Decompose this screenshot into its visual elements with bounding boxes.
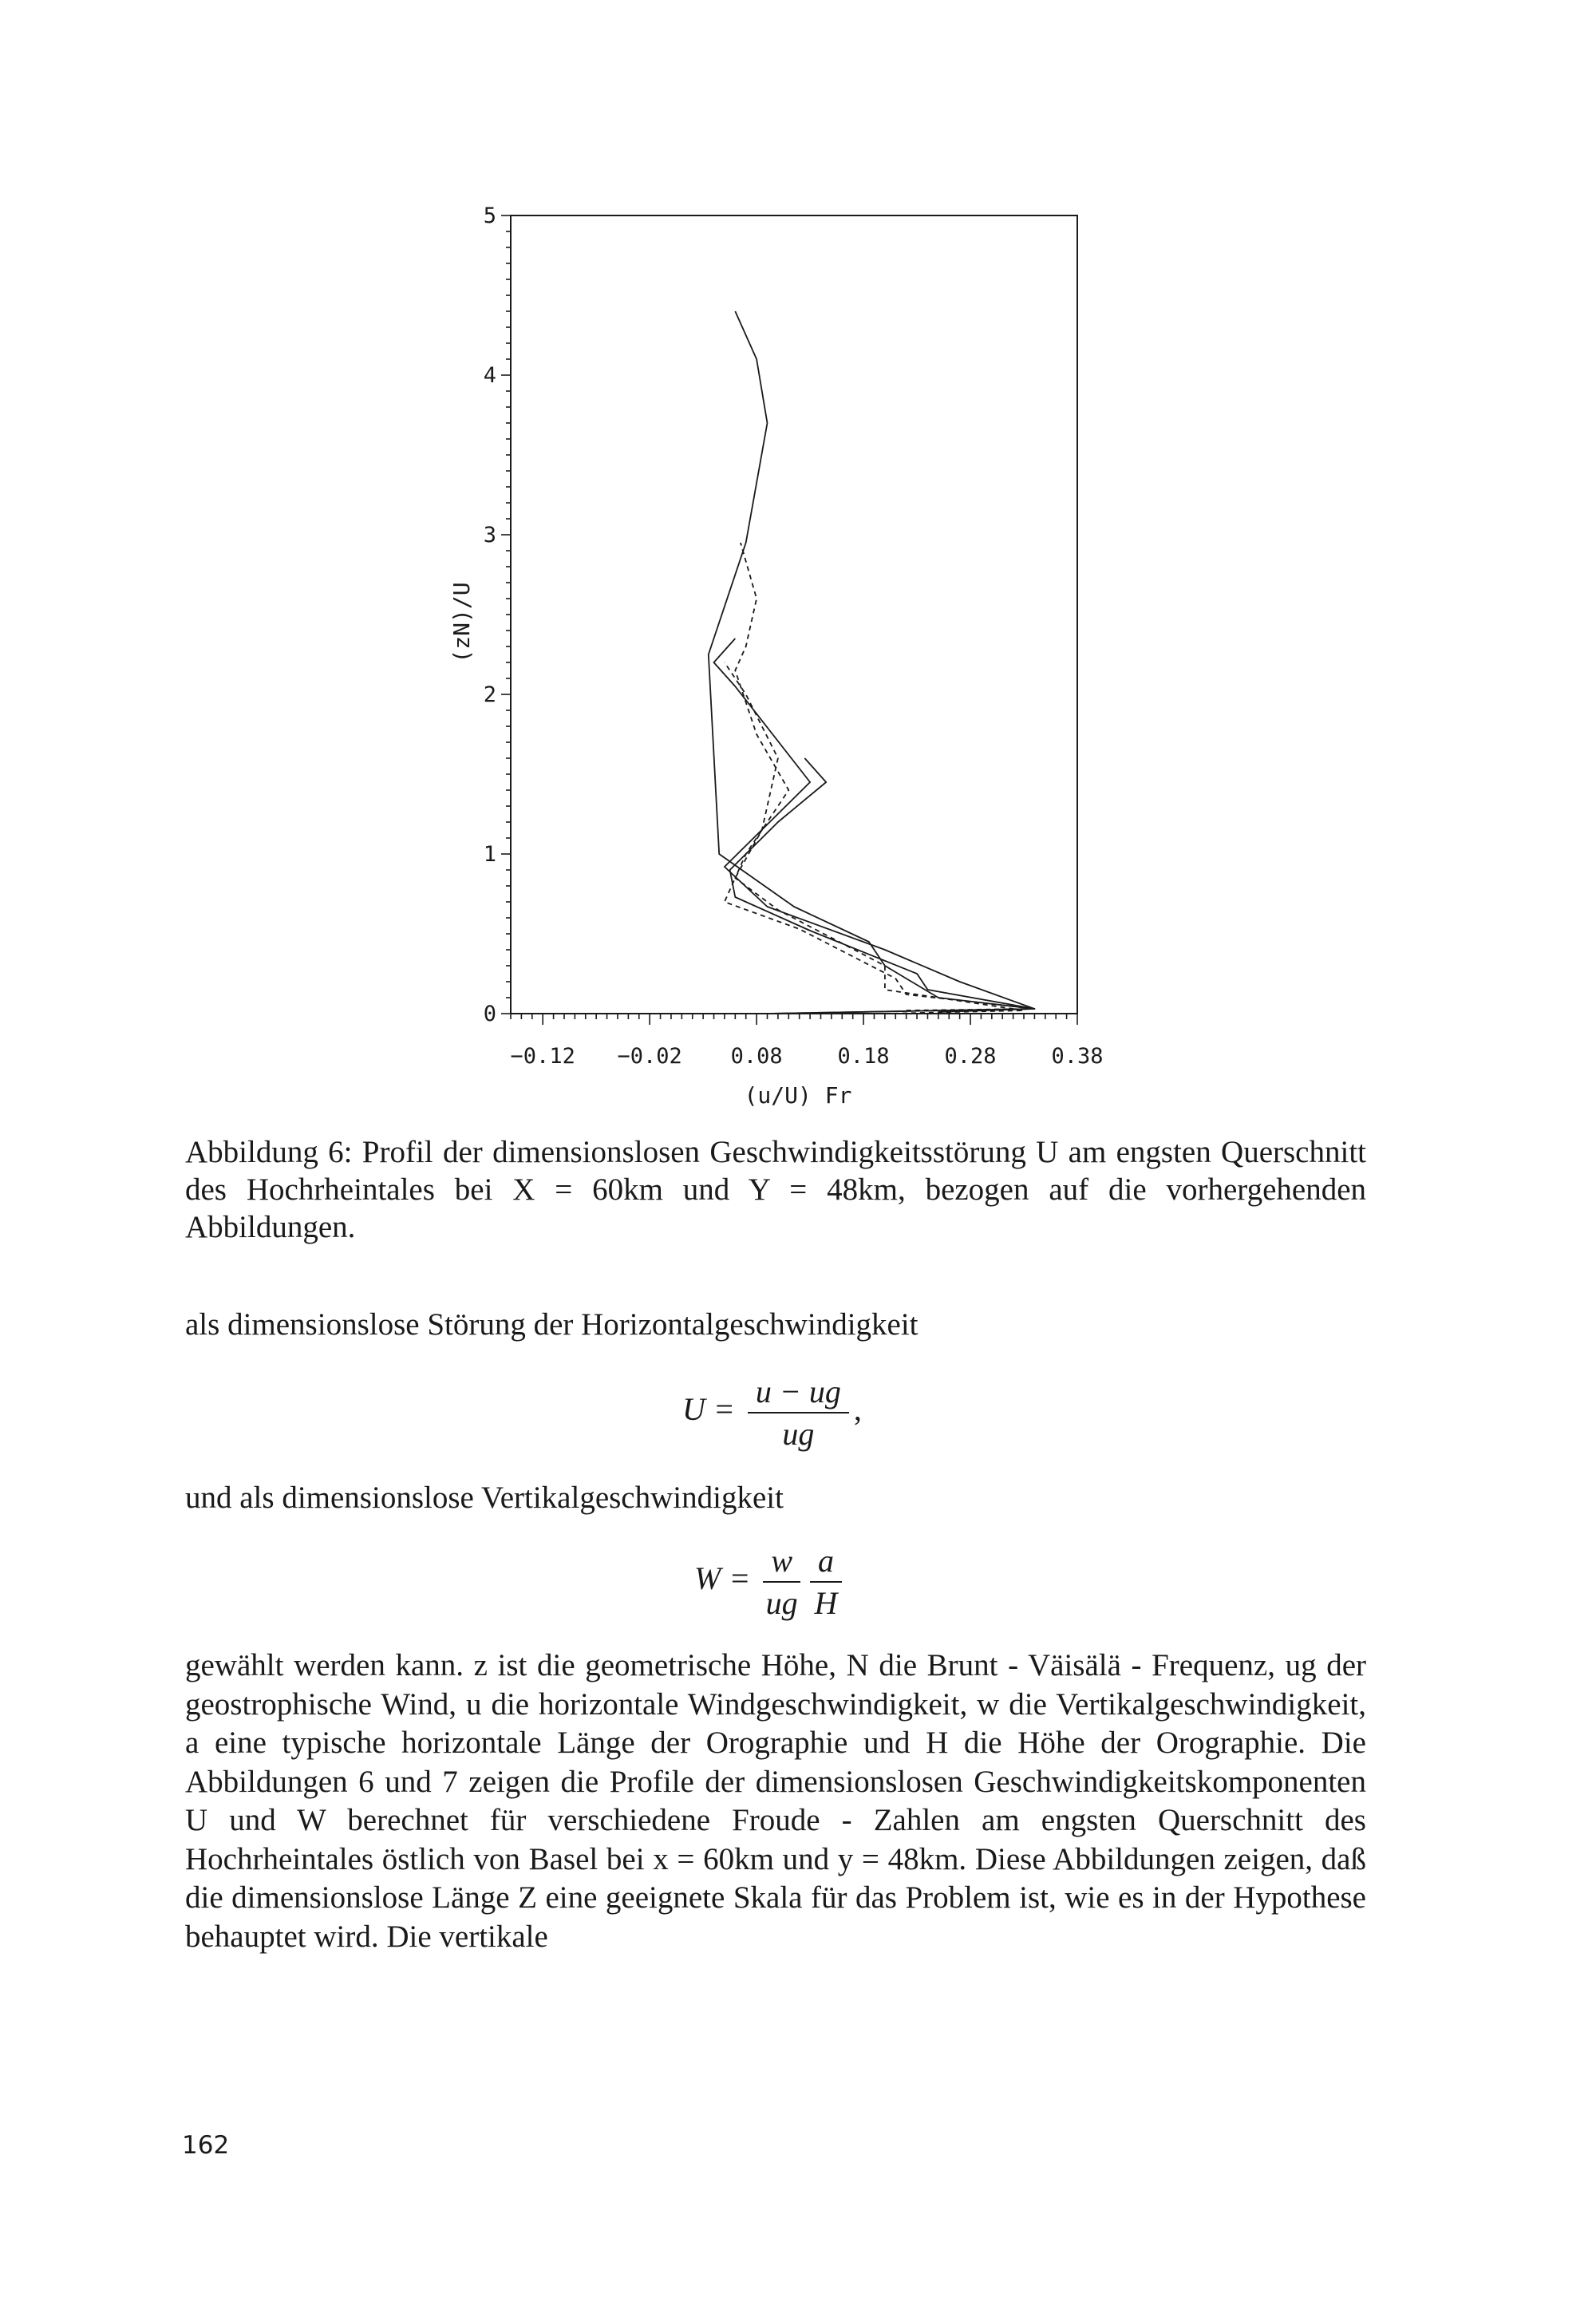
plot-frame <box>511 215 1077 1014</box>
equation-w-denominator-2: H <box>814 1585 838 1621</box>
y-tick-label: 4 <box>483 363 496 388</box>
series-line-profile-c <box>730 758 1035 1012</box>
equation-w-numerator-2: a <box>810 1542 842 1583</box>
x-tick-label: 0.28 <box>944 1044 997 1069</box>
x-tick-label: −0.12 <box>510 1044 575 1069</box>
equation-w <box>694 1542 847 1622</box>
x-tick-label: 0.18 <box>837 1044 890 1069</box>
y-axis <box>484 204 511 1026</box>
y-tick-label: 1 <box>483 842 496 867</box>
x-axis <box>511 1014 1104 1069</box>
series-line-profile-a <box>543 311 1034 1014</box>
equation-w-lhs: W = <box>694 1560 751 1597</box>
body-paragraph: gewählt werden kann. z ist die geometrische Höhe, N die Brunt - Väisälä - Frequenz, ug der geostrophische Wind, u die horizontale Windgeschwindigkeit, w die Vertikalgeschwindigkeit, a eine typische horizontale Länge der Orographie und H die Höhe der Orographie. Die Abbildungen 6 und 7 zeigen die Profile der dimensionslosen Geschwindigkeitskomponenten U und W berechnet für verschiedene Froude - Zahlen am engsten Querschnitt des Hochrheintales östlich von Basel bei x = 60km und y = 48km. Diese Abbildungen zeigen, daß die dimensionslose Länge Z eine geeignete Skala für das Problem ist, wie es in der Hypothese behauptet wird. Die vertikale <box>185 1648 1366 1954</box>
page-number: 162 <box>182 2131 230 2160</box>
intro-paragraph: als dimensionslose Störung der Horizontalgeschwindigkeit <box>185 1307 918 1342</box>
y-tick-label: 0 <box>483 1002 496 1026</box>
equation-w-fraction-2 <box>810 1542 842 1622</box>
data-series <box>543 311 1034 1014</box>
caption-text: Abbildung 6: Profil der dimensionslosen Geschwindigkeitsstörung U am engsten Querschnitt des Hochrheintales bei X = 60km und Y = 48km, bezogen auf die vorhergehenden Abbildungen. <box>185 1135 1366 1244</box>
equation-u-numerator: u − ug <box>748 1373 849 1413</box>
x-axis-title: (u/U) Fr <box>744 1082 852 1109</box>
equation-w-denominator-1: ug <box>765 1585 798 1621</box>
plot-border <box>511 215 1077 1014</box>
x-tick-label: 0.08 <box>730 1044 783 1069</box>
x-tick-label: −0.02 <box>617 1044 682 1069</box>
series-line-profile-b <box>714 639 1035 1014</box>
y-axis-title: (zN)/U <box>448 582 475 663</box>
y-tick-label: 5 <box>483 204 496 228</box>
equation-u <box>682 1373 862 1453</box>
equation-w-numerator-1: w <box>763 1542 800 1583</box>
equation-u-fraction <box>748 1373 849 1453</box>
equation-u-lhs: U = <box>682 1391 735 1428</box>
equation-w-fraction-1 <box>763 1542 800 1622</box>
middle-paragraph: und als dimensionslose Vertikalgeschwindigkeit <box>185 1481 784 1515</box>
equation-u-denominator: ug <box>782 1416 815 1452</box>
profile-chart <box>447 192 1117 1109</box>
figure-caption <box>185 1133 1366 1246</box>
y-tick-label: 2 <box>483 682 496 707</box>
y-tick-label: 3 <box>483 523 496 548</box>
equation-u-comma: , <box>853 1391 862 1428</box>
series-line-profile-e <box>735 543 1024 1014</box>
x-tick-label: 0.38 <box>1051 1044 1104 1069</box>
